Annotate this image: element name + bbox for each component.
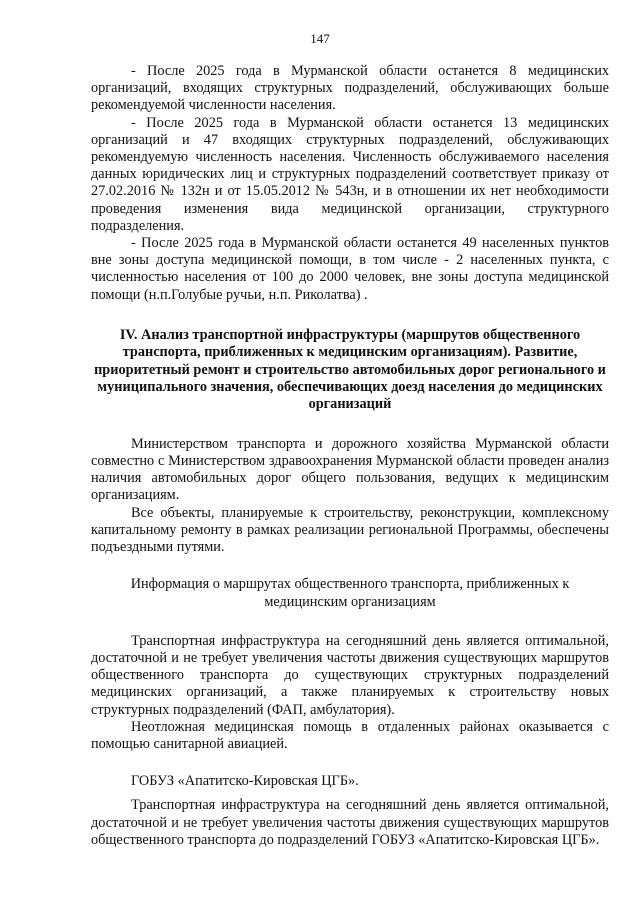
section-body [91, 436, 609, 556]
transport-paragraph: Транспортная инфраструктура на сегодняшний день является оптимальной, достаточной и не требует увеличения частоты движения существующих маршрутов общественного транспорта до существующих структурных подразделений медицинских организаций, а также планируемых к строительству новых структурных подразделений (ФАП, амбулатория). [91, 632, 609, 718]
organization-name: ГОБУЗ «Апатитско-Кировская ЦГБ». [131, 773, 359, 790]
bullet-list [91, 63, 609, 304]
section-paragraph: Все объекты, планируемые к строительству, реконструкции, комплексному капитальному ремонту в рамках реализации региональной Программы, обеспечены подъездными путями. [91, 504, 609, 556]
subsection-heading: Информация о маршрутах общественного транспорта, приближенных к медицинским организациям [130, 576, 570, 610]
organization-paragraph: Транспортная инфраструктура на сегодняшний день является оптимальной, достаточной и не требует увеличения частоты движения существующих маршрутов общественного транспорта до подразделений ГОБУЗ «Апатитско-Кировская ЦГБ». [91, 797, 609, 848]
transport-paragraph: Неотложная медицинская помощь в отдаленных районах оказывается с помощью санитарной авиацией. [91, 718, 609, 752]
transport-body [91, 633, 609, 753]
bullet-item: - После 2025 года в Мурманской области останется 8 медицинских организаций, входящих структурных подразделений, обслуживающих больше рекомендуемой численности населения. [91, 63, 609, 114]
section-paragraph: Министерством транспорта и дорожного хозяйства Мурманской области совместно с Министерством здравоохранения Мурманской области проведен анализ наличия автомобильных дорог общего пользования, ведущих к медицинским организациям. [91, 435, 609, 504]
section-heading: IV. Анализ транспортной инфраструктуры (маршрутов общественного транспорта, приближенных к медицинским организациям). Развитие, приоритетный ремонт и строительство автомобильных дорог регионального и муниципального значения, обеспечивающих доезд населения до медицинских организаций [94, 326, 606, 413]
page-number: 147 [310, 31, 330, 46]
bullet-item: - После 2025 года в Мурманской области останется 13 медицинских организаций и 47 входящих структурных подразделений, обслуживающих рекомендуемую численность населения. Численность обслуживаемого населения данных юридических лиц и структурных подразделений соответствует приказу от 27.02.2016 № 132н и от 15.05.2012 № 543н, и в отношении их нет необходимости проведения изменения вида медицинской организации, структурного подразделения. [91, 114, 609, 234]
bullet-item: - После 2025 года в Мурманской области останется 49 населенных пунктов вне зоны доступа медицинской помощи, в том числе - 2 населенных пункта, с численностью населения от 100 до 2000 человек, вне зоны доступа медицинской помощи (н.п.Голубые ручьи, н.п. Риколатва) . [91, 235, 609, 303]
page-content [91, 63, 609, 849]
